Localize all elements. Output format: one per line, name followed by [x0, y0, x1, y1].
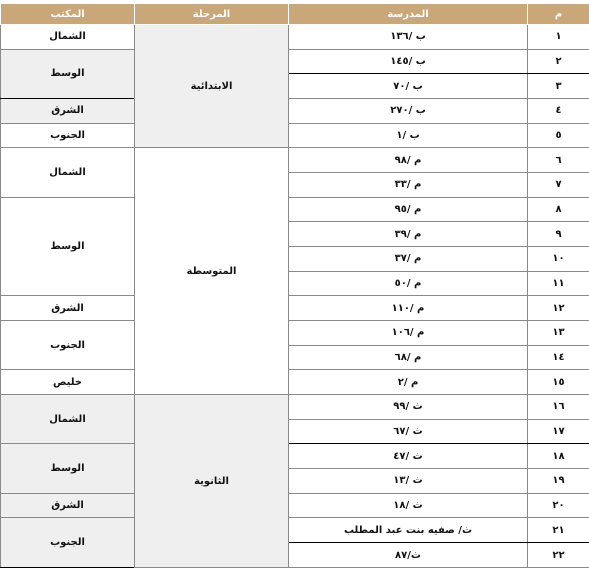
- table-row: [1, 99, 589, 124]
- table-row: [1, 148, 589, 173]
- row-num: ٦: [528, 148, 589, 173]
- table-row: [1, 123, 589, 148]
- stage-cell-intermediate: المتوسطة: [135, 148, 289, 395]
- school-cell: م /٩٨: [289, 148, 528, 173]
- school-cell: م /٦٨: [289, 345, 528, 370]
- table-row: [1, 296, 589, 321]
- school-cell: م /٣٧: [289, 247, 528, 272]
- school-cell: م /٥٠: [289, 271, 528, 296]
- office-cell: الشرق: [1, 99, 135, 124]
- row-num: ٩: [528, 222, 589, 247]
- office-cell: الشمال: [1, 395, 135, 444]
- row-num: ٢٠: [528, 493, 589, 518]
- school-cell: ب /١٤٥: [289, 49, 528, 74]
- office-cell: خليص: [1, 370, 135, 395]
- school-cell: م /١٠٦: [289, 321, 528, 346]
- header-stage: المرحلة: [135, 4, 289, 25]
- school-cell: ب /٢٧٠: [289, 99, 528, 124]
- row-num: ١٥: [528, 370, 589, 395]
- office-cell: الشرق: [1, 493, 135, 518]
- header-row: [1, 4, 589, 25]
- stage-cell-secondary: الثانوية: [135, 395, 289, 568]
- office-cell: الجنوب: [1, 123, 135, 148]
- table-row: [1, 321, 589, 346]
- school-cell: م /٩٥: [289, 197, 528, 222]
- row-num: ١٩: [528, 469, 589, 494]
- row-num: ٢٢: [528, 543, 589, 568]
- row-num: ١٦: [528, 395, 589, 420]
- table-row: [1, 49, 589, 74]
- header-school: المدرسة: [289, 4, 528, 25]
- row-num: ٣: [528, 74, 589, 99]
- school-cell: م /٣٩: [289, 222, 528, 247]
- school-cell: ث/ صفيه بنت عبد المطلب: [289, 518, 528, 543]
- row-num: ١: [528, 25, 589, 50]
- header-num: م: [528, 4, 589, 25]
- row-num: ١٤: [528, 345, 589, 370]
- table-row: [1, 25, 589, 50]
- schools-table: [0, 3, 589, 568]
- school-cell: ث /١٨: [289, 493, 528, 518]
- office-cell: الوسط: [1, 444, 135, 493]
- office-cell: الجنوب: [1, 321, 135, 370]
- office-cell: الشمال: [1, 25, 135, 50]
- row-num: ١٣: [528, 321, 589, 346]
- row-num: ١١: [528, 271, 589, 296]
- school-cell: ب /١٣٦: [289, 25, 528, 50]
- table-row: [1, 370, 589, 395]
- school-cell: م /٣٣: [289, 173, 528, 198]
- table-row: [1, 493, 589, 518]
- school-cell: م /٢: [289, 370, 528, 395]
- stage-cell-primary: الابتدائية: [135, 25, 289, 148]
- header-office: المكتب: [1, 4, 135, 25]
- table-row: [1, 395, 589, 420]
- school-cell: ب /١: [289, 123, 528, 148]
- office-cell: الجنوب: [1, 518, 135, 568]
- row-num: ١٨: [528, 444, 589, 469]
- school-cell: ث /٤٧: [289, 444, 528, 469]
- row-num: ٢١: [528, 518, 589, 543]
- row-num: ٧: [528, 173, 589, 198]
- row-num: ١٧: [528, 419, 589, 444]
- row-num: ١٢: [528, 296, 589, 321]
- office-cell: الشمال: [1, 148, 135, 197]
- row-num: ٢: [528, 49, 589, 74]
- office-cell: الشرق: [1, 296, 135, 321]
- school-cell: ث/٨٧: [289, 543, 528, 568]
- office-cell: الوسط: [1, 197, 135, 296]
- school-cell: ث /٩٩: [289, 395, 528, 420]
- table-row: [1, 444, 589, 469]
- school-cell: ب /٧٠: [289, 74, 528, 99]
- table-row: [1, 518, 589, 543]
- table-row: [1, 197, 589, 222]
- row-num: ٤: [528, 99, 589, 124]
- school-cell: ث /١٣: [289, 469, 528, 494]
- school-cell: م /١١٠: [289, 296, 528, 321]
- row-num: ١٠: [528, 247, 589, 272]
- row-num: ٨: [528, 197, 589, 222]
- school-cell: ث /٦٧: [289, 419, 528, 444]
- office-cell: الوسط: [1, 49, 135, 98]
- row-num: ٥: [528, 123, 589, 148]
